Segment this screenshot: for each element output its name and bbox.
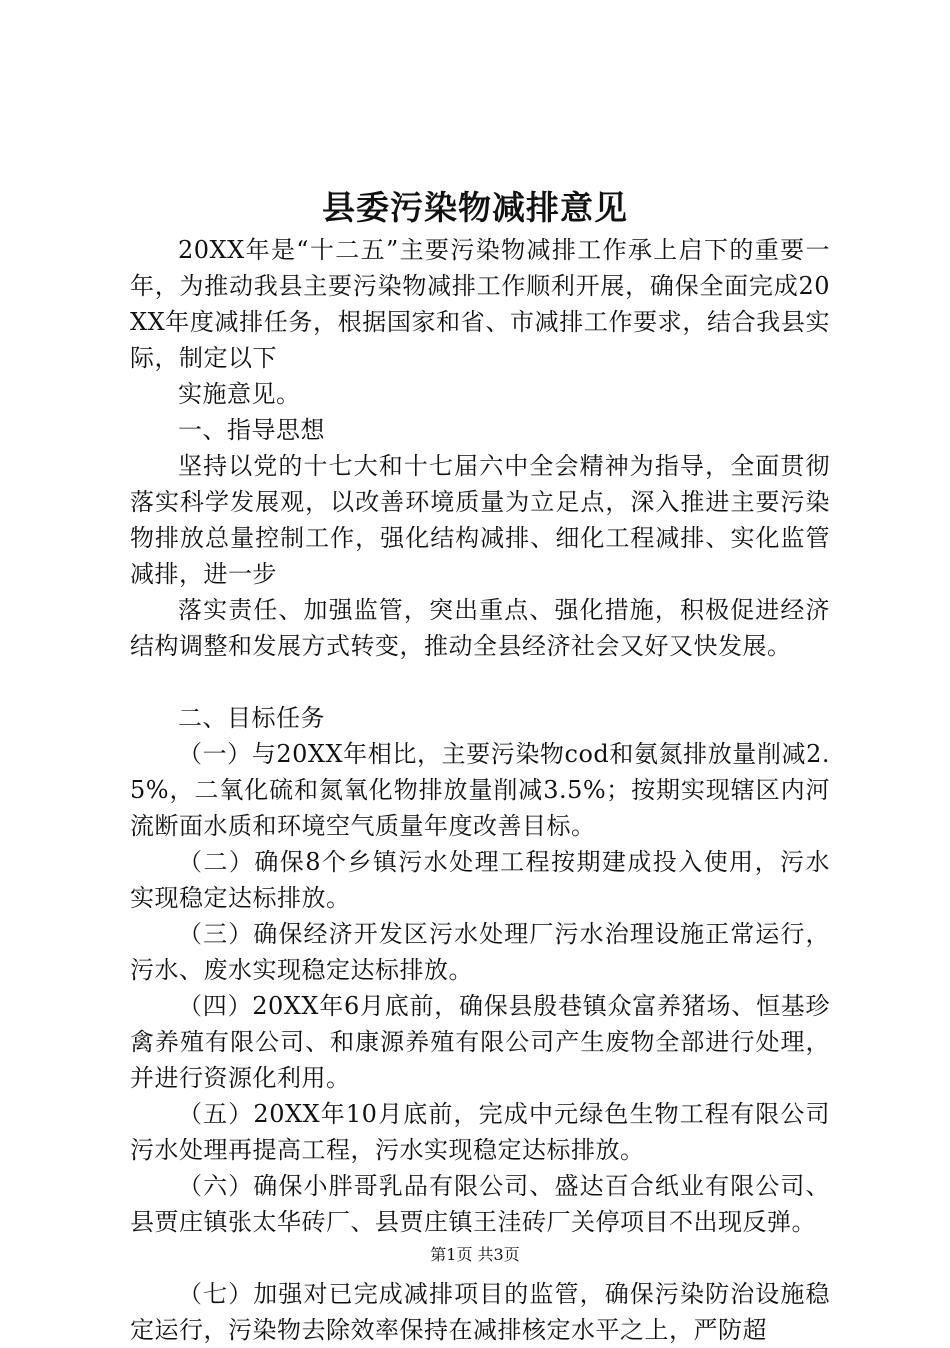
target-item-4: （四）20XX年6月底前，确保县殷巷镇众富养猪场、恒基珍禽养殖有限公司、和康源养殖有限公司产生废物全部进行处理，并进行资源化利用。 bbox=[130, 992, 830, 1092]
target-item-1: （一）与20XX年相比，主要污染物cod和氨氮排放量削减2.5%，二氧化硫和氮氧化物排放量削减3.5%；按期实现辖区内河流断面水质和环境空气质量年度改善目标。 bbox=[130, 740, 830, 840]
section-heading-targets: 二、目标任务 bbox=[178, 704, 325, 732]
paragraph-intro: 20XX年是“十二五”主要污染物减排工作承上启下的重要一年，为推动我县主要污染物减排工作顺利开展，确保全面完成20XX年度减排任务，根据国家和省、市减排工作要求，结合我县实际，制定以下 bbox=[130, 236, 830, 372]
paragraph-guiding-ideology: 坚持以党的十七大和十七届六中全会精神为指导，全面贯彻落实科学发展观，以改善环境质量为立足点，深入推进主要污染物排放总量控制工作，强化结构减排、细化工程减排、实化监管减排，进一步 bbox=[130, 452, 830, 588]
target-item-5: （五）20XX年10月底前，完成中元绿色生物工程有限公司污水处理再提高工程，污水实现稳定达标排放。 bbox=[130, 1100, 830, 1164]
document-body bbox=[130, 232, 830, 1348]
target-item-3: （三）确保经济开发区污水处理厂污水治理设施正常运行，污水、废水实现稳定达标排放。 bbox=[130, 920, 830, 984]
paragraph-guiding-ideology-continued: 落实责任、加强监管，突出重点、强化措施，积极促进经济结构调整和发展方式转变，推动全县经济社会又好又快发展。 bbox=[130, 596, 830, 660]
document-title: 县委污染物减排意见 bbox=[322, 188, 628, 227]
target-item-7: （七）加强对已完成减排项目的监管，确保污染防治设施稳定运行，污染物去除效率保持在减排核定水平之上，严防超 bbox=[130, 1280, 830, 1344]
section-heading-guiding-ideology: 一、指导思想 bbox=[178, 416, 325, 444]
page-number-footer: 第1页 共3页 bbox=[430, 1245, 520, 1264]
target-item-6: （六）确保小胖哥乳品有限公司、盛达百合纸业有限公司、县贾庄镇张太华砖厂、县贾庄镇王洼砖厂关停项目不出现反弹。 bbox=[130, 1172, 830, 1236]
paragraph-intro-continued: 实施意见。 bbox=[178, 380, 301, 408]
target-item-2: （二）确保8个乡镇污水处理工程按期建成投入使用，污水实现稳定达标排放。 bbox=[130, 848, 830, 912]
